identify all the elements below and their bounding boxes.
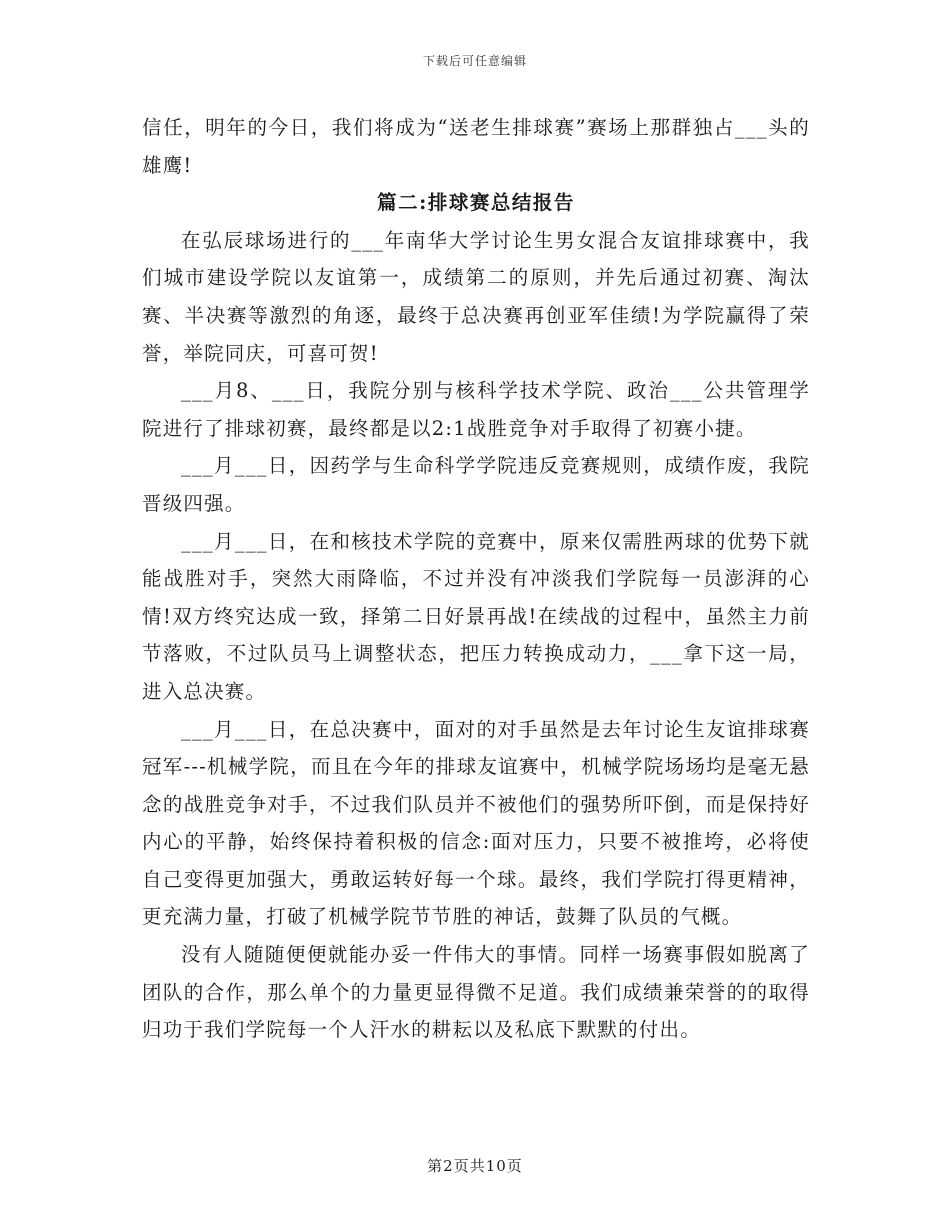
paragraph-preliminary: ___月8、___日，我院分别与核科学技术学院、政治___公共管理学院进行了排球初赛，最终都是以2:1战胜竞争对手取得了初赛小捷。 [142, 379, 810, 440]
paragraph-conclusion: 没有人随随便便就能办妥一件伟大的事情。同样一场赛事假如脱离了团队的合作，那么单个的力量更显得微不足道。我们成绩兼荣誉的的取得归功于我们学院每一个人汗水的耕耘以及私底下默默的付出。 [142, 943, 810, 1042]
paragraph-intro: 在弘辰球场进行的___年南华大学讨论生男女混合友谊排球赛中，我们城市建设学院以友谊第一，成绩第二的原则，并先后通过初赛、淘汰赛、半决赛等激烈的角逐，最终于总决赛再创亚军佳绩!为学院赢得了荣誉，举院同庆，可喜可贺! [142, 228, 810, 365]
paragraph-quarterfinal: ___月___日，因药学与生命科学学院违反竞赛规则，成绩作废，我院晋级四强。 [142, 454, 810, 515]
section-title: 篇二:排球赛总结报告 [377, 191, 575, 215]
paragraph-final: ___月___日，在总决赛中，面对的对手虽然是去年讨论生友谊排球赛冠军---机械学院，而且在今年的排球友谊赛中，机械学院场场均是毫无悬念的战胜竞争对手，不过我们队员并不被他们的强势所吓倒，而是保持好内心的平静，始终保持着积极的信念:面对压力，只要不被推垮，必将使自己变得更加强大，勇敢运转好每一个球。最终，我们学院打得更精神，更充满力量，打破了机械学院节节胜的神话，鼓舞了队员的气概。 [142, 717, 810, 929]
page-footer: 第2页共10页 [427, 1157, 523, 1175]
document-body [142, 109, 810, 1049]
page-header: 下载后可任意编辑 [422, 54, 527, 68]
paragraph-semifinal: ___月___日，在和核技术学院的竞赛中，原来仅需胜两球的优势下就能战胜对手，突然大雨降临，不过并没有冲淡我们学院每一员澎湃的心情!双方终究达成一致，择第二日好景再战!在续战的过程中，虽然主力前节落败，不过队员马上调整状态，把压力转换成动力，___拿下这一局，进入总决赛。 [142, 529, 810, 703]
paragraph-continuation: 信任，明年的今日，我们将成为“送老生排球赛”赛场上那群独占___头的雄鹰! [142, 116, 810, 177]
